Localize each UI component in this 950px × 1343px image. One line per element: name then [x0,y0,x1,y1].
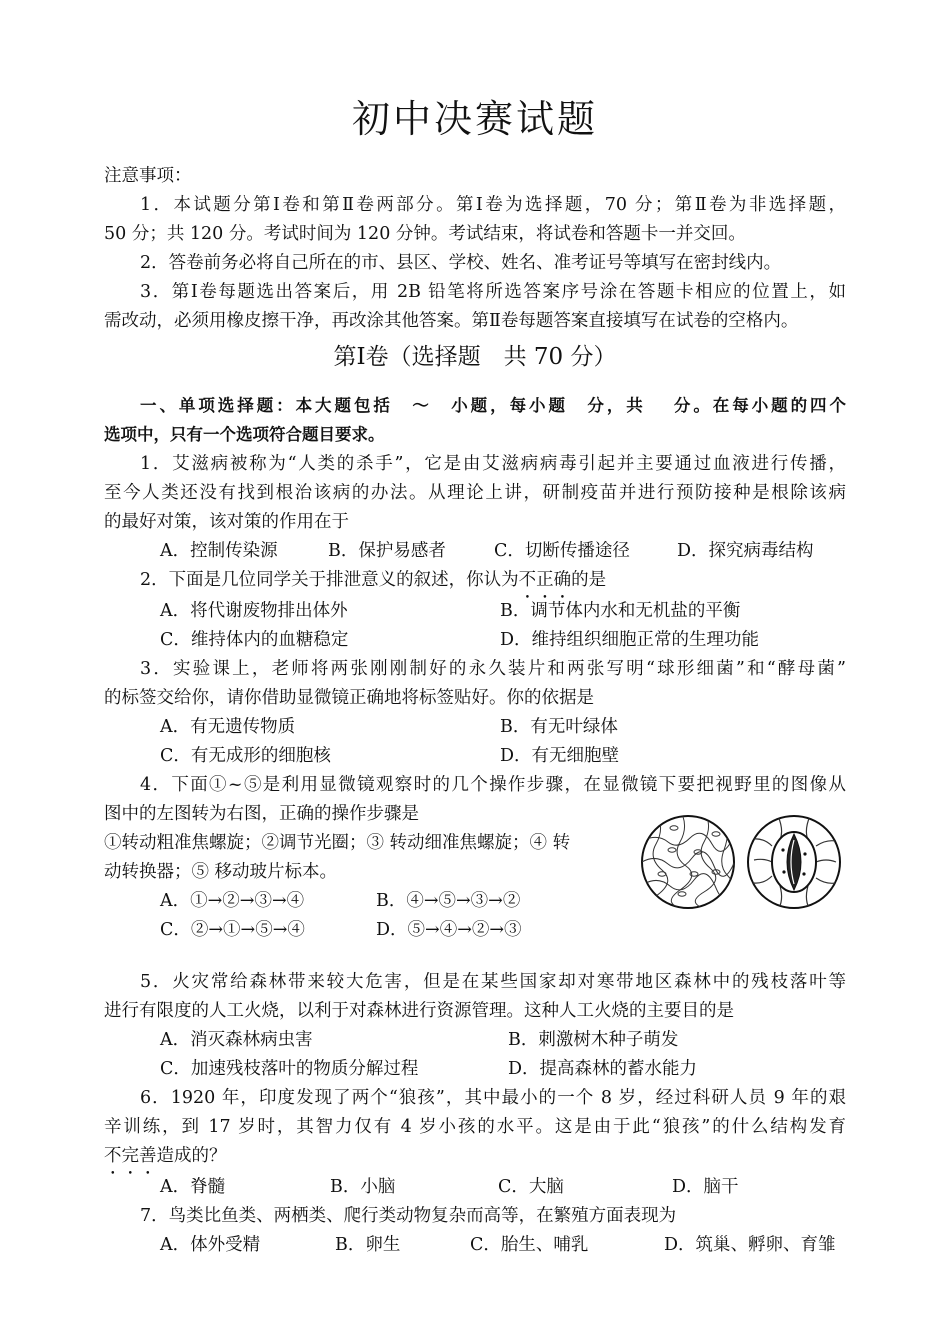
page-title: 初中决赛试题 [351,97,598,141]
q7-option-a: A．体外受精 [160,1235,261,1255]
notice-heading: 注意事项： [104,166,192,186]
q5-option-b: B．刺激树木种子萌发 [508,1030,679,1050]
q4-stem-line-3: ①转动粗准焦螺旋；②调节光圈；③ 转动细准焦螺旋；④ 转 [104,833,571,853]
q1-option-d: D．探究病毒结构 [677,541,814,561]
q4-stem-line-4: 动转换器；⑤ 移动玻片标本。 [104,862,338,882]
q2-option-b: B．调节体内水和无机盐的平衡 [500,601,741,621]
q3-option-b: B．有无叶绿体 [500,717,618,737]
q4-stem-line-1: 4．下面①~⑤是利用显微镜观察时的几个操作步骤，在显微镜下要把视野里的图像从 [140,775,846,795]
q3-stem-line-2: 的标签交给你，请你借助显微镜正确地将标签贴好。你的依据是 [104,688,594,708]
q6-stem-line-3 [104,1144,227,1168]
microscope-view-figure [638,810,848,914]
q3-option-c: C．有无成形的细胞核 [160,746,331,766]
q2-option-a: A．将代谢废物排出体外 [160,601,348,621]
q3-option-a: A．有无遗传物质 [160,717,296,737]
q2-stem-pre: 2．下面是几位同学关于排泄意义的叙述，你认为 [140,570,519,590]
microscope-view-low-magnification [642,814,736,910]
q3-option-d: D．有无细胞壁 [500,746,620,766]
q2-option-c: C．维持体内的血糖稳定 [160,630,349,650]
instruction-line-2: 选项中，只有一个选项符合题目要求。 [104,425,385,444]
q4-option-b: B．④→⑤→③→② [376,891,521,911]
instruction-line-1: 一、单项选择题：本大题包括 ～ 小题，每小题 分，共 分。在每小题的四个 [140,396,846,415]
q6-emphasis-3: 善 [139,1146,157,1166]
q6-emphasis-1: 不 [104,1146,122,1166]
notice-item-3-line-2: 需改动，必须用橡皮擦干净，再改涂其他答案。第Ⅱ卷每题答案直接填写在试卷的空格内。 [104,311,799,331]
q4-stem-line-2: 图中的左图转为右图，正确的操作步骤是 [104,804,419,824]
q5-option-d: D．提高森林的蓄水能力 [508,1059,698,1079]
q6-option-d: D．脑干 [672,1177,739,1197]
q6-stem-line-3-post: 造成的？ [156,1146,227,1166]
notice-item-1-line-1: 1．本试题分第Ⅰ卷和第Ⅱ卷两部分。第Ⅰ卷为选择题，70 分；第Ⅱ卷为非选择题， [140,195,846,215]
q3-stem-line-1: 3．实验课上，老师将两张刚刚制好的永久装片和两张写明“球形细菌”和“酵母菌” [140,659,846,679]
q2-stem [140,568,606,592]
q1-option-c: C．切断传播途径 [494,541,630,561]
q7-stem: 7．鸟类比鱼类、两栖类、爬行类动物复杂而高等，在繁殖方面表现为 [140,1206,677,1226]
q2-option-d: D．维持组织细胞正常的生理功能 [500,630,760,650]
q6-stem-line-2: 辛训练，到 17 岁时，其智力仅有 4 岁小孩的水平。这是由于此“狼孩”的什么结构发育 [104,1117,846,1137]
q2-emphasis-3: 确 [553,570,572,590]
q2-emphasis-2: 正 [536,570,554,590]
q6-emphasis-2: 完 [121,1146,139,1166]
q6-option-a: A．脊髓 [160,1177,226,1197]
q4-option-a: A．①→②→③→④ [160,891,305,911]
microscope-view-high-magnification [748,816,840,910]
q1-option-a: A．控制传染源 [160,541,278,561]
q7-option-d: D．筑巢、孵卵、育雏 [664,1235,836,1255]
q6-option-c: C．大脑 [498,1177,564,1197]
q4-option-d: D．⑤→④→②→③ [376,920,522,940]
q5-stem-line-1: 5．火灾常给森林带来较大危害，但是在某些国家却对寒带地区森林中的残枝落叶等 [140,972,846,992]
notice-item-1-line-2: 50 分；共 120 分。考试时间为 120 分钟。考试结束，将试卷和答题卡一并交回。 [104,224,746,244]
notice-item-2: 2．答卷前务必将自己所在的市、县区、学校、姓名、准考证号等填写在密封线内。 [140,253,782,273]
q2-emphasis-1: 不 [518,570,537,590]
q6-option-b: B．小脑 [330,1177,396,1197]
q2-stem-post: 的是 [571,570,607,590]
q1-stem-line-1: 1．艾滋病被称为“人类的杀手”，它是由艾滋病病毒引起并主要通过血液进行传播， [140,454,846,474]
q7-option-c: C．胎生、哺乳 [470,1235,589,1255]
notice-item-3-line-1: 3．第Ⅰ卷每题选出答案后，用 2B 铅笔将所选答案序号涂在答题卡相应的位置上，如 [140,282,846,302]
q5-option-a: A．消灭森林病虫害 [160,1030,313,1050]
q6-stem-line-1: 6．1920 年，印度发现了两个“狼孩”，其中最小的一个 8 岁，经过科研人员 9 年的艰 [140,1088,846,1108]
q7-option-b: B．卵生 [335,1235,401,1255]
q5-stem-line-2: 进行有限度的人工火烧，以利于对森林进行资源管理。这种人工火烧的主要目的是 [104,1001,734,1021]
q1-option-b: B．保护易感者 [328,541,446,561]
q5-option-c: C．加速残枝落叶的物质分解过程 [160,1059,419,1079]
q1-stem-line-3: 的最好对策，该对策的作用在于 [104,512,349,532]
q4-option-c: C．②→①→⑤→④ [160,920,305,940]
q1-stem-line-2: 至今人类还没有找到根治该病的办法。从理论上讲，研制疫苗并进行预防接种是根除该病 [104,483,846,503]
section-title: 第Ⅰ卷（选择题 共 70 分） [333,344,617,370]
